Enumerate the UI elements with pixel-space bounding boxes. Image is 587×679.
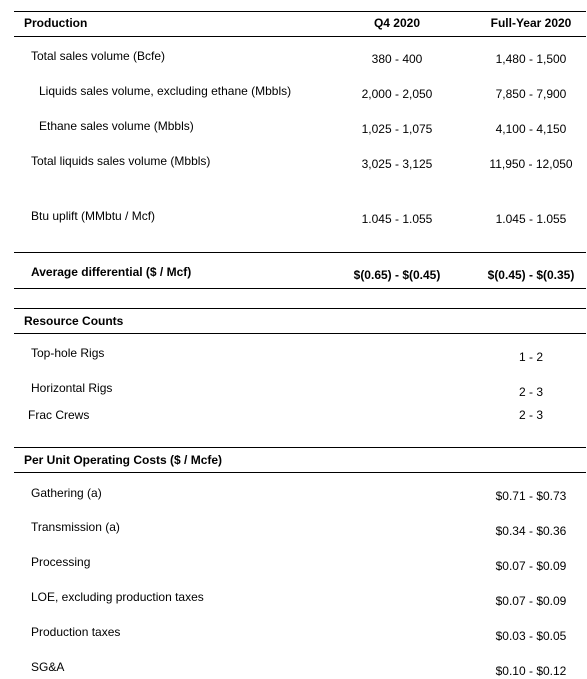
costs-header-rule xyxy=(14,472,586,473)
row-fy-value: 2 - 3 xyxy=(518,385,543,399)
row-fy-value: $0.07 - $0.09 xyxy=(495,594,567,608)
resources-top-rule xyxy=(14,308,586,309)
differential-label: Average differential ($ / Mcf) xyxy=(31,265,192,279)
row-label: Top-hole Rigs xyxy=(31,346,105,360)
row-label: SG&A xyxy=(31,660,65,674)
production-header: Production xyxy=(24,16,88,30)
row-fy-value: 1 - 2 xyxy=(518,350,543,364)
top-rule xyxy=(14,11,586,12)
row-label: Production taxes xyxy=(31,625,121,639)
differential-fy-value: $(0.45) - $(0.35) xyxy=(487,268,575,282)
row-label: Liquids sales volume, excluding ethane (Mbbls) xyxy=(39,84,292,98)
row-label: Transmission (a) xyxy=(31,520,120,534)
row-fy-value: $0.71 - $0.73 xyxy=(495,489,567,503)
row-fy-value: 2 - 3 xyxy=(518,408,543,422)
row-label: Horizontal Rigs xyxy=(31,381,113,395)
row-fy-value: 7,850 - 7,900 xyxy=(495,87,567,101)
row-fy-value: 1.045 - 1.055 xyxy=(495,212,567,226)
resource-counts-header: Resource Counts xyxy=(24,314,124,328)
row-fy-value: $0.03 - $0.05 xyxy=(495,629,567,643)
row-q4-value: 380 - 400 xyxy=(371,52,423,66)
row-label: Gathering (a) xyxy=(31,486,102,500)
header-rule xyxy=(14,36,586,37)
row-label: Ethane sales volume (Mbbls) xyxy=(39,119,194,133)
row-label: Btu uplift (MMbtu / Mcf) xyxy=(31,209,156,223)
row-q4-value: 1,025 - 1,075 xyxy=(361,122,433,136)
full-year-2020-column-header: Full-Year 2020 xyxy=(490,16,572,30)
row-fy-value: $0.10 - $0.12 xyxy=(495,664,567,678)
row-fy-value: 1,480 - 1,500 xyxy=(495,52,567,66)
differential-q4-value: $(0.65) - $(0.45) xyxy=(353,268,441,282)
row-label: Total liquids sales volume (Mbbls) xyxy=(31,154,211,168)
row-q4-value: 2,000 - 2,050 xyxy=(361,87,433,101)
row-label: Frac Crews xyxy=(28,408,90,422)
differential-top-rule xyxy=(14,252,586,253)
row-fy-value: 4,100 - 4,150 xyxy=(495,122,567,136)
costs-top-rule xyxy=(14,447,586,448)
row-label: Processing xyxy=(31,555,91,569)
resources-header-rule xyxy=(14,333,586,334)
row-q4-value: 3,025 - 3,125 xyxy=(361,157,433,171)
row-q4-value: 1.045 - 1.055 xyxy=(361,212,433,226)
row-fy-value: $0.34 - $0.36 xyxy=(495,524,567,538)
row-label: LOE, excluding production taxes xyxy=(31,590,204,604)
q4-2020-column-header: Q4 2020 xyxy=(373,16,421,30)
operating-costs-header: Per Unit Operating Costs ($ / Mcfe) xyxy=(24,453,223,467)
differential-bottom-rule xyxy=(14,288,586,289)
row-fy-value: $0.07 - $0.09 xyxy=(495,559,567,573)
row-fy-value: 11,950 - 12,050 xyxy=(489,157,573,171)
row-label: Total sales volume (Bcfe) xyxy=(31,49,166,63)
